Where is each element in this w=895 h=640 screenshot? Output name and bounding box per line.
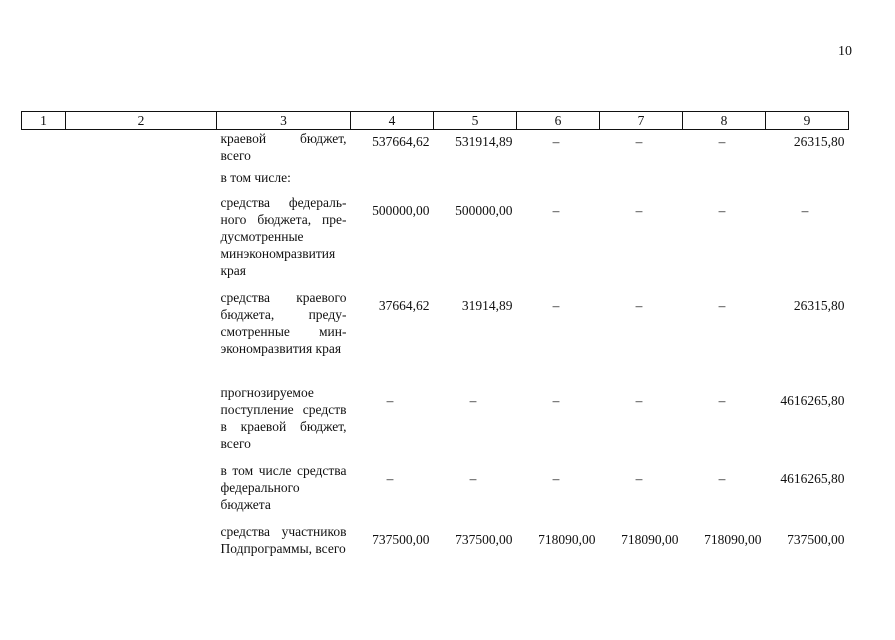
row-description: средства краевого бюджета, предусмотренные минэкономразвития края	[220, 290, 347, 356]
value-cell: –	[552, 298, 560, 313]
empty-cell	[22, 523, 66, 584]
column-header-2: 2	[66, 112, 217, 130]
row-description: средства федерального бюджета, предусмотренные минэкономразвития края	[220, 195, 347, 278]
value-cell: 26315,80	[793, 134, 845, 149]
value-cell: 500000,00	[372, 203, 430, 218]
value-cell: 718090,00	[538, 532, 596, 547]
column-header-8: 8	[683, 112, 766, 130]
budget-table	[21, 111, 849, 584]
row-description: краевой бюджет, всего	[220, 131, 347, 163]
table-row	[22, 462, 849, 523]
value-cell: 737500,00	[787, 532, 845, 547]
value-cell: –	[635, 393, 643, 408]
table-row	[22, 169, 849, 194]
column-header-6: 6	[517, 112, 600, 130]
value-cell: 737500,00	[455, 532, 513, 547]
column-header-9: 9	[766, 112, 849, 130]
empty-cell	[351, 169, 434, 194]
empty-cell	[517, 169, 600, 194]
value-cell: –	[718, 471, 726, 486]
value-cell: –	[552, 393, 560, 408]
value-cell: –	[718, 393, 726, 408]
value-cell: –	[635, 203, 643, 218]
value-cell: –	[635, 471, 643, 486]
empty-cell	[22, 169, 66, 194]
value-cell: 718090,00	[621, 532, 679, 547]
empty-cell	[66, 462, 217, 523]
table-row	[22, 289, 849, 384]
row-description: в том числе средства федерального бюджета	[220, 463, 347, 512]
value-cell: 718090,00	[704, 532, 762, 547]
value-cell: 4616265,80	[780, 393, 845, 408]
column-header-4: 4	[351, 112, 434, 130]
column-header-1: 1	[22, 112, 66, 130]
column-header-5: 5	[434, 112, 517, 130]
value-cell: –	[635, 298, 643, 313]
table-row	[22, 194, 849, 289]
empty-cell	[22, 384, 66, 462]
value-cell: 4616265,80	[780, 471, 845, 486]
page-number: 10	[838, 44, 852, 59]
table-row	[22, 384, 849, 462]
empty-cell	[22, 130, 66, 170]
column-header-3: 3	[217, 112, 351, 130]
value-cell: –	[718, 203, 726, 218]
value-cell: 500000,00	[455, 203, 513, 218]
table-row	[22, 130, 849, 170]
row-description: в том числе:	[220, 170, 291, 185]
empty-cell	[683, 169, 766, 194]
value-cell: –	[718, 298, 726, 313]
value-cell: –	[801, 203, 809, 218]
value-cell: 37664,62	[378, 298, 430, 313]
empty-cell	[66, 194, 217, 289]
empty-cell	[66, 130, 217, 170]
value-cell: 31914,89	[461, 298, 513, 313]
value-cell: 26315,80	[793, 298, 845, 313]
table-row	[22, 523, 849, 584]
empty-cell	[434, 169, 517, 194]
value-cell: –	[469, 471, 477, 486]
column-header-7: 7	[600, 112, 683, 130]
value-cell: 531914,89	[455, 134, 513, 149]
row-description: средства участников Подпрограммы, всего	[220, 524, 347, 556]
value-cell: 737500,00	[372, 532, 430, 547]
value-cell: –	[386, 471, 394, 486]
value-cell: –	[635, 134, 643, 149]
empty-cell	[66, 384, 217, 462]
empty-cell	[22, 289, 66, 384]
value-cell: –	[552, 203, 560, 218]
value-cell: –	[552, 471, 560, 486]
empty-cell	[66, 169, 217, 194]
value-cell: –	[469, 393, 477, 408]
value-cell: –	[386, 393, 394, 408]
value-cell: 537664,62	[372, 134, 430, 149]
empty-cell	[600, 169, 683, 194]
empty-cell	[66, 289, 217, 384]
value-cell: –	[552, 134, 560, 149]
empty-cell	[22, 462, 66, 523]
empty-cell	[22, 194, 66, 289]
value-cell: –	[718, 134, 726, 149]
table-header-row	[22, 112, 849, 130]
empty-cell	[766, 169, 849, 194]
row-description: прогнозируемое поступление средств в краевой бюджет, всего	[220, 385, 347, 451]
empty-cell	[66, 523, 217, 584]
